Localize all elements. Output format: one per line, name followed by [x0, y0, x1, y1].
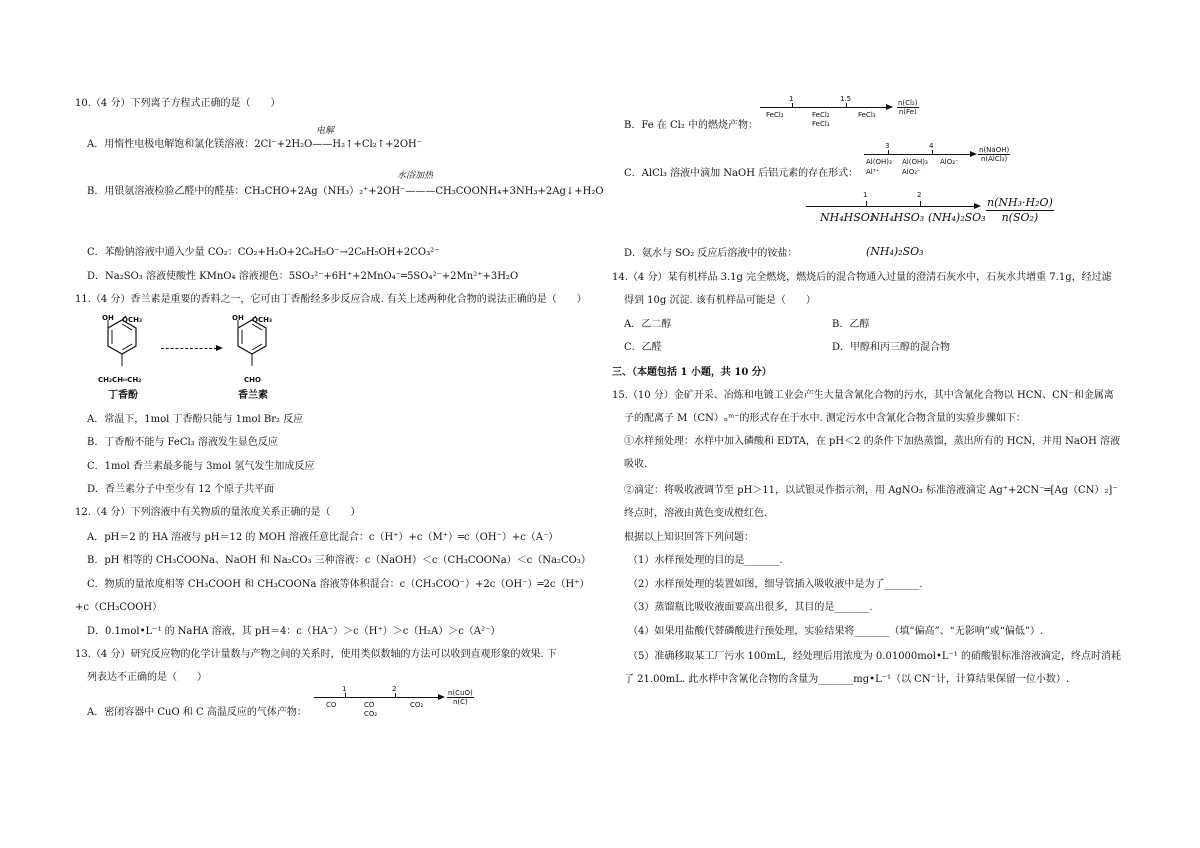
q10-a-condition: 电解 — [316, 126, 335, 136]
q14-option-a: A．乙二醇 — [624, 319, 672, 330]
region-label: Al(OH)₃ — [866, 158, 892, 166]
axis-ratio — [447, 689, 474, 706]
axis-ratio — [978, 146, 1010, 163]
q10-b-condition: 水浴加热 — [397, 171, 434, 181]
numberline-axis — [314, 697, 440, 698]
region-label: (NH₄)₂SO₃ — [928, 211, 986, 224]
numberline-axis — [864, 154, 972, 155]
q15-part5: （5）准确移取某工厂污水 100mL，经处理后用浓度为 0.01000mol•L⁻¹ 的硝酸银标准溶液滴定，终点时消耗 — [628, 651, 1121, 662]
vanillin-oh: OH — [232, 314, 244, 322]
axis-ratio — [897, 99, 919, 116]
arrow-head-icon — [970, 151, 977, 157]
q15-part1: （1）水样预处理的目的是_______. — [628, 555, 783, 566]
q12-option-a: A．pH＝2 的 HA 溶液与 pH＝12 的 MOH 溶液任意比混合：c（H⁺）+c（M⁺）═c（OH⁻）+c（A⁻） — [87, 532, 559, 543]
region-label: AlO₂⁻ — [902, 168, 921, 176]
synthesis-arrow — [161, 348, 217, 349]
q13-stem: 13.（4 分）研究反应物的化学计量数与产物之间的关系时，使用类似数轴的方法可以收到直观形象的效果. 下 — [75, 649, 557, 660]
ratio-numerator: n(Cl₂) — [898, 99, 918, 107]
tick-label: 1 — [863, 191, 868, 199]
region-label: Al³⁺ — [866, 168, 880, 176]
q15-step1-cont: 吸收. — [624, 459, 648, 470]
arrow-head-icon — [886, 104, 893, 110]
numberline-tick — [866, 201, 867, 206]
q15-step2-cont: 终点时，溶液由黄色变成橙红色. — [624, 508, 768, 519]
numberline-axis — [760, 107, 888, 108]
tick-label: 2 — [392, 685, 397, 693]
numberline-tick — [846, 103, 847, 108]
q11-option-d: D．香兰素分子中至少有 12 个原子共平面 — [87, 484, 275, 495]
ratio-numerator: n(CuO) — [448, 689, 473, 697]
ratio-denominator: n(AlCl₃) — [980, 155, 1008, 163]
ratio-denominator: n(SO₂) — [1001, 211, 1039, 224]
tick-label: 3 — [885, 142, 890, 150]
vanillin-substituent: CHO — [244, 376, 261, 384]
tick-label: 2 — [917, 191, 922, 199]
q12-stem: 12.（4 分）下列溶液中有关物质的量浓度关系正确的是（ ） — [75, 507, 361, 518]
q15-part2: （2）水样预处理的装置如图，细导管插入吸收液中是为了_______. — [628, 579, 923, 590]
arrow-head-icon — [974, 203, 981, 209]
q15-part5-cont: 了 21.00mL. 此水样中含氰化合物的含量为_______mg•L⁻¹（以 CN⁻计，计算结果保留一位小数）. — [624, 674, 1070, 685]
q15-prompt: 根据以上知识回答下列问题： — [624, 532, 754, 543]
q10-option-c: C．苯酚钠溶液中通入少量 CO₂：CO₂+H₂O+2C₆H₅O⁻→2C₆H₅OH+2CO₃²⁻ — [87, 247, 440, 258]
region-label: AlO₂⁻ — [940, 158, 959, 166]
region-label: CO — [364, 701, 375, 709]
region-label: FeCl₂ — [766, 111, 784, 119]
q13-option-c: C．AlCl₃ 溶液中滴加 NaOH 后铝元素的存在形式： — [624, 168, 859, 179]
axis-ratio — [986, 196, 1054, 225]
q15-part3: （3）蒸馏瓶比吸收液面要高出很多，其目的是_______. — [628, 602, 873, 613]
q15-part4: （4）如果用盐酸代替磷酸进行预处理，实验结果将_______（填“偏高”、“无影响”或“偏低”）. — [628, 626, 1044, 637]
eugenol-oh: OH — [102, 314, 114, 322]
tick-label: 1 — [789, 95, 794, 103]
q12-option-d: D．0.1mol•L⁻¹ 的 NaHA 溶液，其 pH＝4：c（HA⁻）＞c（H⁺）＞c（H₂A）＞c（A²⁻） — [87, 626, 501, 637]
q15-step2: ②滴定：将吸收液调节至 pH＞11，以试银灵作指示剂，用 AgNO₃ 标准溶液滴定 Ag⁺+2CN⁻═[Ag（CN）₂]⁻ — [624, 485, 1118, 496]
ratio-denominator: n(C) — [452, 698, 468, 706]
q14-stem: 14.（4 分）某有机样品 3.1g 完全燃烧，燃烧后的混合物通入过量的澄清石灰水中，石灰水共增重 7.1g，经过滤 — [612, 272, 1112, 283]
region-label: Al(OH)₃ — [902, 158, 928, 166]
region-label: FeCl₂ — [812, 111, 830, 119]
q13-option-d: D．氨水与 SO₂ 反应后溶液中的铵盐： — [624, 248, 798, 259]
q13-option-b: B．Fe 在 Cl₂ 中的燃烧产物： — [624, 120, 759, 131]
ratio-numerator: n(NaOH) — [979, 146, 1010, 154]
region-label: NH₄HSO₃ — [870, 211, 925, 224]
eugenol-substituent: CH₂CH═CH₂ — [98, 376, 142, 384]
q13-option-a: A．密闭容器中 CuO 和 C 高温反应的气体产物： — [87, 707, 307, 718]
vanillin-structure — [222, 314, 302, 406]
q11-option-b: B．丁香酚不能与 FeCl₃ 溶液发生显色反应 — [87, 437, 278, 448]
region-label: (NH₄)₂SO₃ — [866, 245, 924, 258]
q15-stem: 15.（10 分）金矿开采、冶炼和电镀工业会产生大量含氰化合物的污水，其中含氰化合物以 HCN、CN⁻和金属离 — [612, 390, 1114, 401]
q14-stem-cont: 得到 10g 沉淀. 该有机样品可能是（ ） — [624, 295, 816, 306]
q14-option-b: B．乙醇 — [832, 319, 870, 330]
q12-option-b: B．pH 相等的 CH₃COONa、NaOH 和 Na₂CO₃ 三种溶液：c（NaOH）＜c（CH₃COONa）＜c（Na₂CO₃） — [87, 555, 591, 566]
q11-option-c: C．1mol 香兰素最多能与 3mol 氢气发生加成反应 — [87, 461, 315, 472]
arrow-head-icon — [438, 694, 445, 700]
numberline-tick — [932, 150, 933, 155]
q11-stem: 11.（4 分）香兰素是重要的香料之一，它可由丁香酚经多步反应合成. 有关上述两种化合物的说法正确的是（ ） — [75, 294, 587, 305]
numberline-tick — [395, 693, 396, 698]
tick-label: 1.5 — [840, 95, 852, 103]
vanillin-name: 香兰素 — [238, 390, 268, 401]
region-label: CO — [326, 701, 337, 709]
q10-option-b: B．用银氨溶液检验乙醛中的醛基：CH₃CHO+2Ag（NH₃）₂⁺+2OH⁻———CH₃COONH₄+3NH₃+2Ag↓+H₂O — [87, 186, 604, 197]
region-label: FeCl₃ — [812, 120, 830, 128]
q15-stem-cont: 子的配离子 M（CN）ₙᵐ⁻的形式存在于水中. 测定污水中含氰化合物含量的实验步骤如下： — [624, 413, 1026, 424]
q14-option-c: C．乙醛 — [624, 342, 662, 353]
numberline-tick — [888, 150, 889, 155]
q10-option-a: A．用惰性电极电解饱和氯化镁溶液：2Cl⁻+2H₂O——H₂↑+Cl₂↑+2OH⁻ — [87, 139, 423, 150]
eugenol-name: 丁香酚 — [108, 390, 138, 401]
q14-option-d: D．甲醇和丙三醇的混合物 — [832, 342, 951, 353]
region-label: CO₂ — [364, 710, 378, 718]
region-label: NH₄HSO₃ — [820, 211, 875, 224]
q13-stem-cont: 列表达不正确的是（ ） — [87, 672, 207, 683]
q10-option-d: D．Na₂SO₃ 溶液使酸性 KMnO₄ 溶液褪色：5SO₃²⁻+6H⁺+2MnO₄⁻═5SO₄²⁻+2Mn²⁺+3H₂O — [87, 271, 519, 282]
region-label: FeCl₃ — [858, 111, 876, 119]
q12-option-c: C．物质的量浓度相等 CH₃COOH 和 CH₃COONa 溶液等体积混合：c（CH₃COO⁻）+2c（OH⁻）═2c（H⁺） — [87, 579, 590, 590]
q15-step1: ①水样预处理：水样中加入磷酸和 EDTA，在 pH＜2 的条件下加热蒸馏，蒸出所有的 HCN，并用 NaOH 溶液 — [624, 436, 1120, 447]
region-label: CO₂ — [410, 701, 424, 709]
eugenol-structure — [92, 314, 172, 406]
tick-label: 4 — [929, 142, 934, 150]
numberline-tick — [792, 103, 793, 108]
numberline-tick — [345, 693, 346, 698]
numberline-axis — [806, 206, 976, 207]
ratio-denominator: n(Fe) — [898, 108, 917, 116]
section-heading: 三、（本题包括 1 小题，共 10 分） — [612, 367, 772, 378]
tick-label: 1 — [342, 685, 347, 693]
vanillin-och3: OCH₃ — [252, 316, 273, 324]
eugenol-och3: OCH₃ — [122, 316, 143, 324]
q10-stem: 10.（4 分）下列离子方程式正确的是（ ） — [75, 98, 281, 109]
numberline-tick — [920, 201, 921, 206]
q12-option-c-cont: +c（CH₃COOH） — [75, 602, 163, 613]
q11-option-a: A．常温下，1mol 丁香酚只能与 1mol Br₂ 反应 — [87, 414, 304, 425]
ratio-numerator: n(NH₃·H₂O) — [987, 196, 1053, 209]
